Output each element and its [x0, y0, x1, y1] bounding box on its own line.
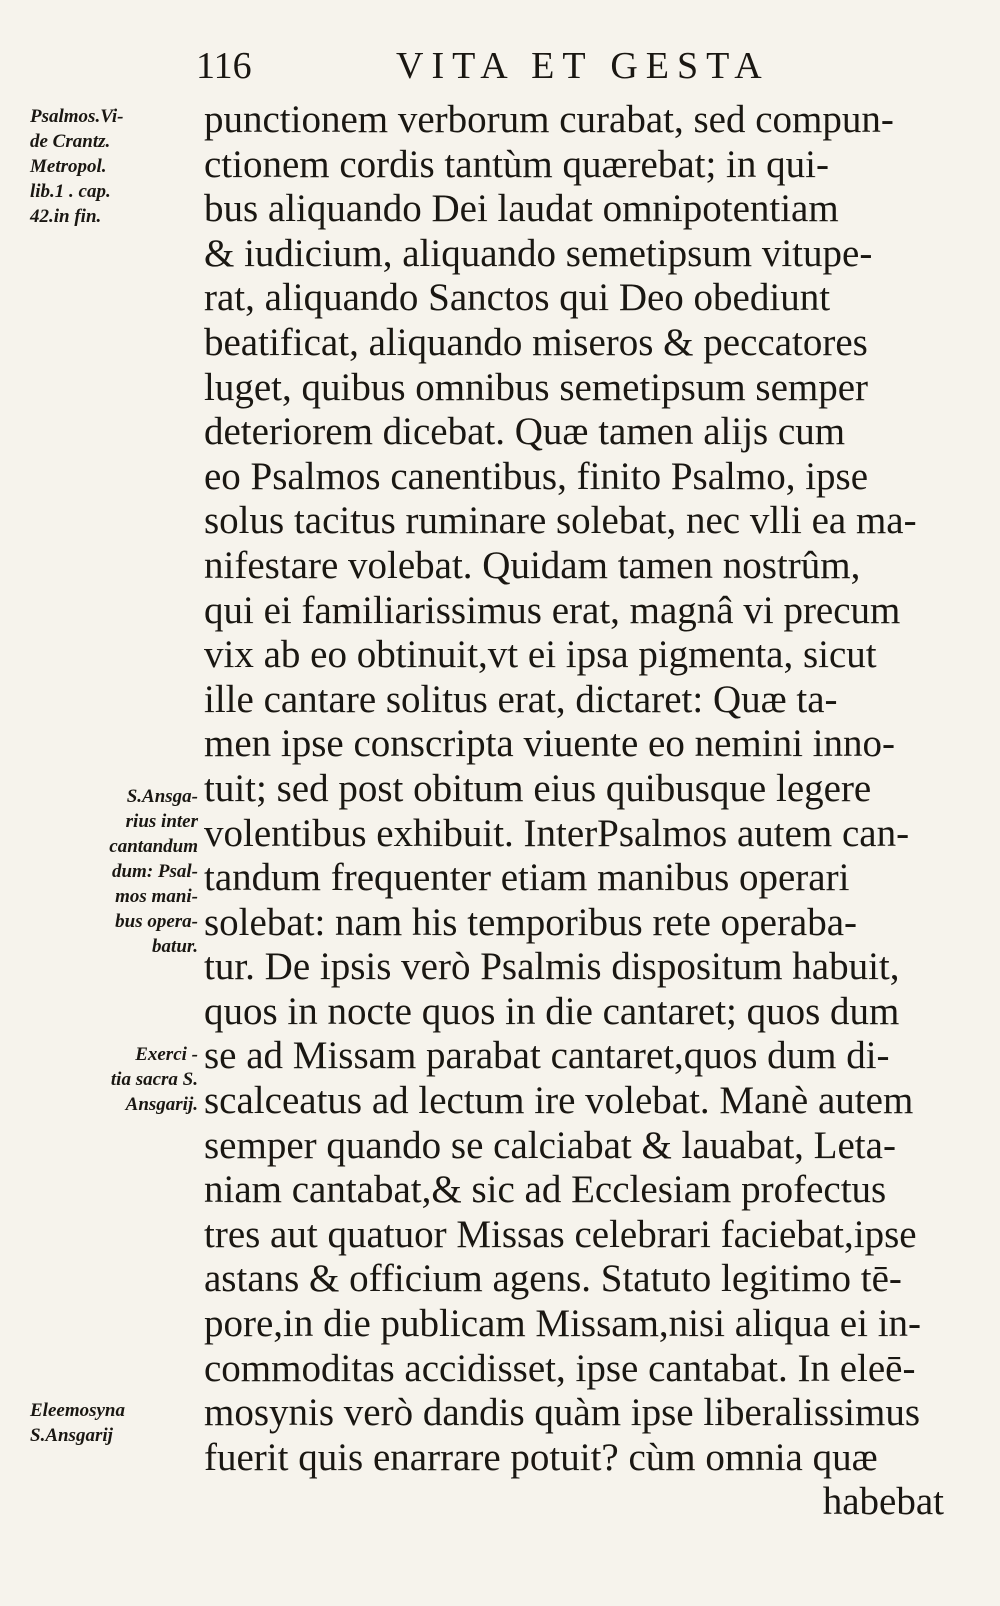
margin-note-line: Exerci - [135, 1044, 198, 1065]
text-line: tandum frequenter etiam manibus operari [204, 856, 850, 900]
text-line: quos in nocte quos in die cantaret; quos dum [204, 989, 900, 1033]
margin-note-line: rius inter [125, 811, 198, 832]
text-line: commoditas accidisset, ipse cantabat. In eleē- [204, 1346, 916, 1390]
text-line: niam cantabat,& sic ad Ecclesiam profectus [204, 1168, 887, 1212]
margin-note-line: 42.in fin. [30, 206, 102, 227]
margin-note-line: de Crantz. [30, 131, 111, 152]
margin-note-exercitia [30, 1042, 198, 1117]
text-line: tres aut quatuor Missas celebrari faciebat,ipse [204, 1212, 917, 1256]
text-line: deteriorem dicebat. Quæ tamen alijs cum [204, 410, 846, 454]
margin-note-line: bus opera- [115, 911, 198, 932]
text-line: astans & officium agens. Statuto legitimo tē- [204, 1257, 902, 1301]
margin-note-line: tia sacra S. [110, 1069, 198, 1090]
text-line: & iudicium, aliquando semetipsum vitupe- [204, 231, 873, 275]
body-text [204, 98, 944, 1525]
text-line: men ipse conscripta viuente eo nemini inno- [204, 722, 895, 766]
text-line: rat, aliquando Sanctos qui Deo obediunt [204, 276, 831, 320]
margin-note-line: dum: Psal- [111, 861, 198, 882]
text-line: ctionem cordis tantùm quærebat; in qui- [204, 142, 829, 186]
text-line: tuit; sed post obitum eius quibusque legere [204, 766, 872, 810]
running-title: VITA ET GESTA [396, 45, 770, 87]
margin-note-line: Ansgarij. [125, 1094, 198, 1115]
margin-note-psalmos [30, 104, 198, 229]
text-line: qui ei familiarissimus erat, magnâ vi precum [204, 588, 901, 632]
margin-note-line: Psalmos.Vi- [30, 106, 124, 127]
text-line: solebat: nam his temporibus rete operaba- [204, 900, 858, 944]
text-line: solus tacitus ruminare solebat, nec vlli ea ma- [204, 499, 917, 543]
margin-note-line: S.Ansgarij [30, 1425, 113, 1446]
margin-note-line: cantandum [109, 836, 198, 857]
margin-note-line: batur. [152, 936, 198, 957]
margin-note-ansgarius [30, 784, 198, 959]
page-number: 116 [196, 45, 252, 87]
margin-note-line: S.Ansga- [126, 786, 198, 807]
text-line: bus aliquando Dei laudat omnipotentiam [204, 187, 839, 231]
text-line: semper quando se calciabat & lauabat, Leta- [204, 1123, 896, 1167]
text-line: scalceatus ad lectum ire volebat. Manè autem [204, 1079, 914, 1123]
text-line: pore,in die publicam Missam,nisi aliqua ei in- [204, 1302, 922, 1346]
margin-note-line: mos mani- [115, 886, 198, 907]
margin-note-line: lib.1 . cap. [30, 181, 111, 202]
text-line: volentibus exhibuit. InterPsalmos autem can- [204, 811, 910, 855]
text-line: ille cantare solitus erat, dictaret: Quæ ta- [204, 677, 838, 721]
page-header [196, 44, 796, 94]
margin-note-line: Metropol. [30, 156, 107, 177]
text-line: se ad Missam parabat cantaret,quos dum di- [204, 1034, 890, 1078]
text-line: vix ab eo obtinuit,vt ei ipsa pigmenta, sicut [204, 633, 877, 677]
text-line: luget, quibus omnibus semetipsum semper [204, 365, 869, 409]
text-line: fuerit quis enarrare potuit? cùm omnia quæ [204, 1435, 878, 1479]
text-line: punctionem verborum curabat, sed compun- [204, 98, 894, 141]
margin-note-line: Eleemosyna [30, 1400, 125, 1421]
catchword: habebat [822, 1480, 944, 1524]
text-line: beatificat, aliquando miseros & peccatores [204, 320, 868, 364]
margin-note-eleemosyna [30, 1398, 198, 1448]
text-line: nifestare volebat. Quidam tamen nostrûm, [204, 543, 861, 587]
text-line: eo Psalmos canentibus, finito Psalmo, ipse [204, 454, 869, 498]
text-line: tur. De ipsis verò Psalmis dispositum habuit, [204, 945, 900, 989]
text-line: mosynis verò dandis quàm ipse liberalissimus [204, 1391, 921, 1435]
